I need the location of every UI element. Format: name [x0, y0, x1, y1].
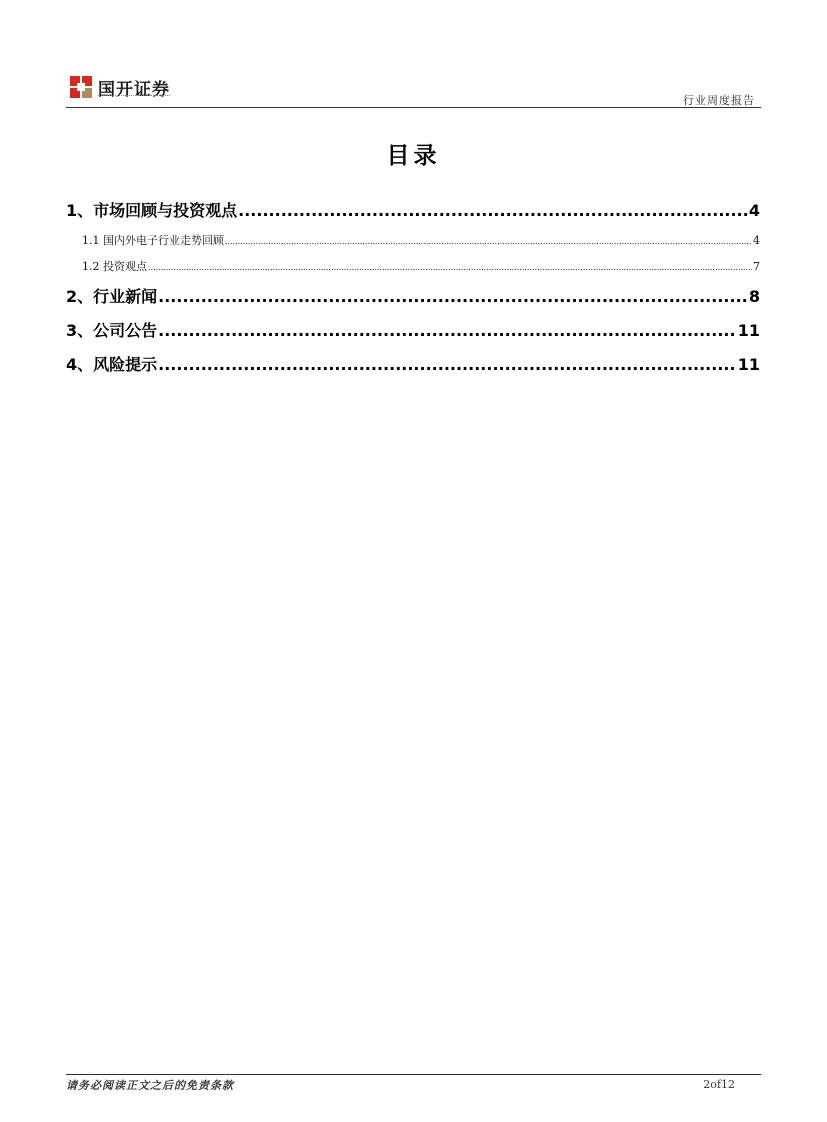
- toc-leader-dots: [158, 355, 737, 374]
- toc-leader-dots: [158, 287, 748, 306]
- toc-leader-dots: [238, 201, 748, 220]
- toc-entry-page: 11: [737, 321, 760, 340]
- toc-leader-dots: [225, 237, 752, 246]
- report-type: 行业周度报告: [683, 94, 755, 107]
- toc-entry-page: 7: [753, 260, 760, 273]
- toc-entry-page: 4: [753, 234, 760, 247]
- toc-entry-industry-news[interactable]: [66, 284, 760, 307]
- page-indicator: 2of12: [703, 1078, 735, 1091]
- toc-entry-page: 11: [737, 355, 760, 374]
- toc-entry-page: 8: [748, 287, 760, 306]
- toc-leader-dots: [148, 263, 752, 272]
- footer-divider: [66, 1074, 761, 1075]
- logo-subtitle-line: [98, 95, 170, 98]
- toc-leader-dots: [158, 321, 737, 340]
- footer-disclaimer: 请务必阅读正文之后的免责条款: [66, 1079, 234, 1092]
- toc-entry-label: 2、行业新闻: [66, 287, 158, 306]
- toc-entry-company-announcements[interactable]: [66, 318, 760, 341]
- toc-entry-risk-warning[interactable]: [66, 352, 760, 375]
- toc-entry-label: 4、风险提示: [66, 355, 158, 374]
- header-divider: [66, 107, 761, 108]
- toc-entry-industry-trend[interactable]: [66, 232, 760, 248]
- logo-text: 国开证券: [98, 80, 170, 100]
- toc-entry-label: 1.1 国内外电子行业走势回顾: [82, 234, 224, 247]
- company-logo: [70, 76, 180, 102]
- toc-entry-label: 1.2 投资观点: [82, 260, 147, 273]
- toc-entry-investment-view[interactable]: [66, 258, 760, 274]
- toc-entry-market-review[interactable]: [66, 198, 760, 221]
- toc-entry-page: 4: [748, 201, 760, 220]
- toc-title: 目录: [386, 143, 441, 169]
- toc-entry-label: 3、公司公告: [66, 321, 158, 340]
- toc-entry-label: 1、市场回顾与投资观点: [66, 201, 238, 220]
- logo-mark-icon: [70, 76, 92, 98]
